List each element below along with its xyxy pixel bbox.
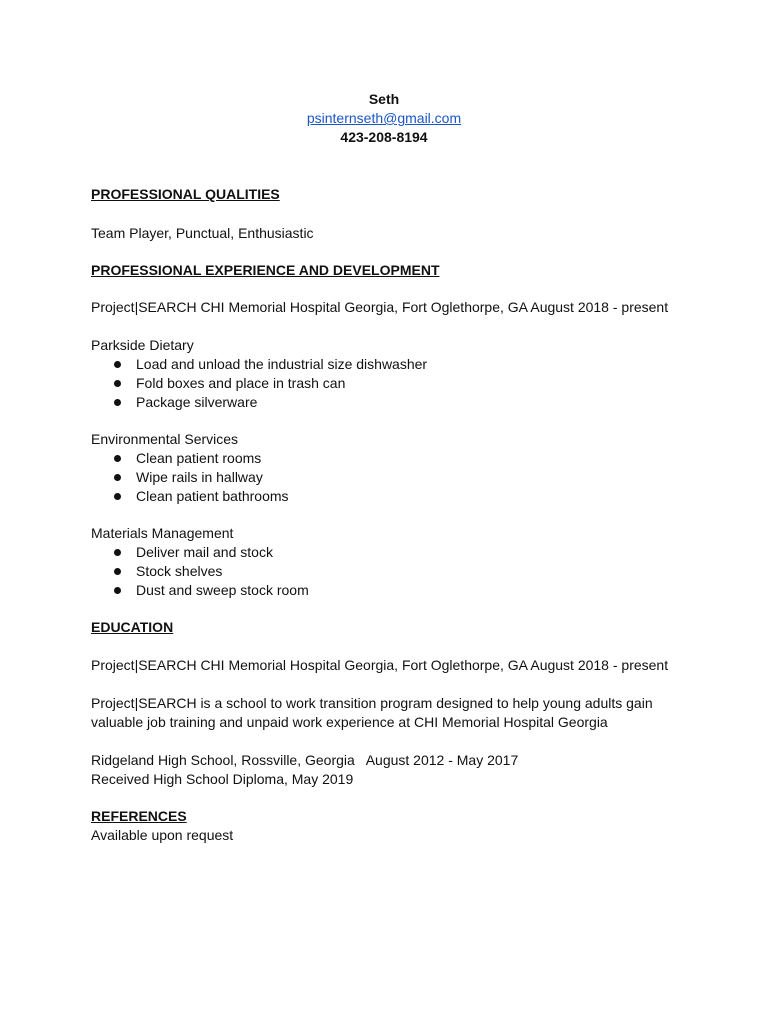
duty-text: Clean patient bathrooms bbox=[136, 487, 289, 504]
duty-text: Load and unload the industrial size dishwasher bbox=[136, 356, 428, 372]
section-heading-experience: PROFESSIONAL EXPERIENCE AND DEVELOPMENT bbox=[91, 262, 440, 278]
education-description-line: valuable job training and unpaid work experience at CHI Memorial Hospital Georgia bbox=[91, 714, 608, 730]
list-item bbox=[91, 562, 309, 581]
bullet-icon bbox=[114, 587, 121, 594]
role-title: Materials Management bbox=[91, 525, 234, 541]
bullet-icon bbox=[114, 361, 121, 368]
duty-text: Fold boxes and place in trash can bbox=[136, 374, 346, 391]
candidate-name: Seth bbox=[368, 91, 400, 107]
education-description-line: Project|SEARCH is a school to work transition program designed to help young adults gain bbox=[91, 695, 653, 711]
diploma-line: Received High School Diploma, May 2019 bbox=[91, 771, 354, 787]
duty-list bbox=[91, 355, 427, 411]
section-heading-references: REFERENCES bbox=[91, 808, 187, 824]
email-link-wrap bbox=[0, 110, 768, 126]
list-item bbox=[91, 449, 289, 468]
section-heading-qualities: PROFESSIONAL QUALITIES bbox=[91, 186, 280, 202]
duty-text: Stock shelves bbox=[136, 562, 223, 579]
list-item bbox=[91, 355, 427, 374]
duty-text: Clean patient rooms bbox=[136, 450, 262, 466]
bullet-icon bbox=[114, 399, 121, 406]
role-title: Parkside Dietary bbox=[91, 337, 194, 353]
list-item bbox=[91, 374, 427, 393]
list-item bbox=[91, 468, 289, 487]
list-item bbox=[91, 393, 427, 412]
list-item bbox=[91, 543, 309, 562]
bullet-icon bbox=[114, 549, 121, 556]
duty-text: Package silverware bbox=[136, 393, 258, 410]
bullet-icon bbox=[114, 455, 121, 462]
education-program-line: Project|SEARCH CHI Memorial Hospital Georgia, Fort Oglethorpe, GA August 2018 - present bbox=[91, 657, 669, 673]
bullet-icon bbox=[114, 493, 121, 500]
email-link[interactable]: psinternseth@gmail.com bbox=[306, 110, 462, 126]
bullet-icon bbox=[114, 568, 121, 575]
duty-list bbox=[91, 449, 289, 505]
experience-program-line: Project|SEARCH CHI Memorial Hospital Georgia, Fort Oglethorpe, GA August 2018 - present bbox=[91, 299, 669, 315]
role-title: Environmental Services bbox=[91, 431, 239, 447]
bullet-icon bbox=[114, 380, 121, 387]
duty-text: Deliver mail and stock bbox=[136, 544, 273, 560]
qualities-text: Team Player, Punctual, Enthusiastic bbox=[91, 225, 314, 241]
duty-list bbox=[91, 543, 309, 599]
list-item bbox=[91, 487, 289, 506]
section-heading-education: EDUCATION bbox=[91, 619, 174, 635]
bullet-icon bbox=[114, 474, 121, 481]
duty-text: Wipe rails in hallway bbox=[136, 468, 263, 485]
duty-text: Dust and sweep stock room bbox=[136, 581, 309, 598]
list-item bbox=[91, 581, 309, 600]
phone-number: 423-208-8194 bbox=[340, 129, 428, 145]
school-line: Ridgeland High School, Rossville, Georgia August 2012 - May 2017 bbox=[91, 752, 519, 768]
references-text: Available upon request bbox=[91, 827, 234, 843]
